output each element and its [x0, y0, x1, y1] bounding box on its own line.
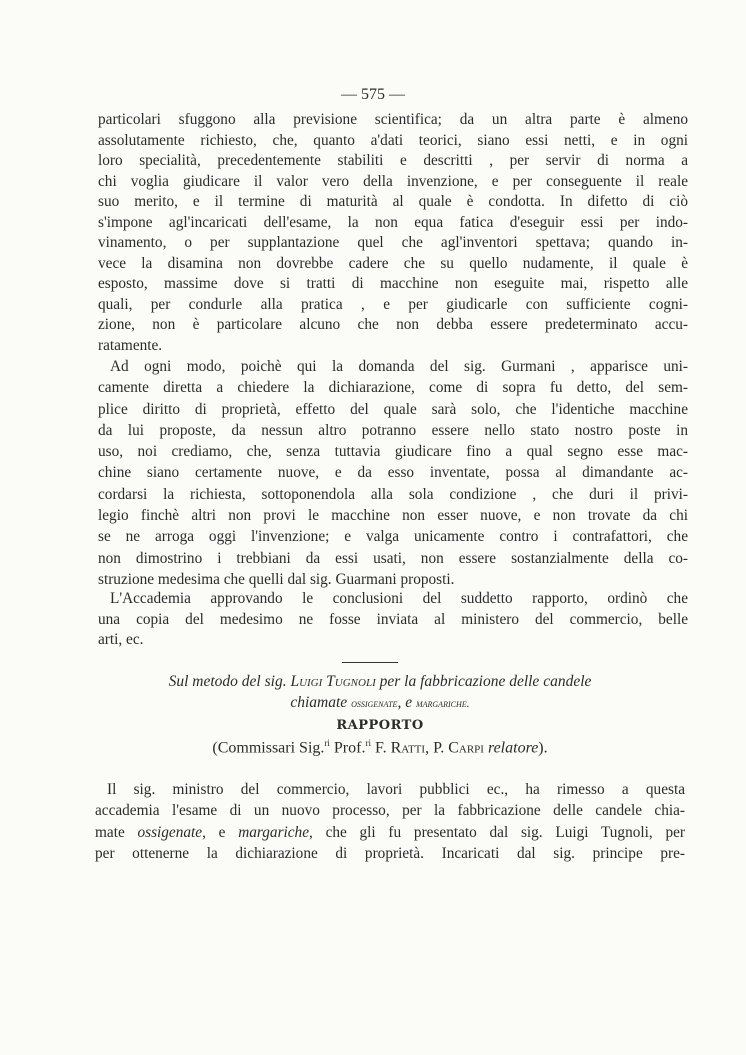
text-line: esposto, massime dove si tratti di macchine non eseguite mai, rispetto alle: [98, 275, 688, 292]
paragraph-1: [98, 110, 688, 356]
text-line: loro specialità, precedentemente stabiliti e descritti , per servir di norma a: [98, 152, 688, 169]
prof-label: Prof.: [333, 739, 366, 757]
text-line: accademia l'esame di un nuovo processo, per la fabbricazione delle candele chia-: [95, 802, 685, 820]
text-line: legio finchè altri non provi le macchine non esser nuove, e non trovate da chi: [98, 507, 688, 525]
text-line: se ne arroga oggi l'invenzione; e valga unicamente contro i contrafattori, che: [98, 528, 688, 546]
commissioners-open: (Commissari Sig.: [212, 739, 325, 757]
text-line: suo merito, e il termine di maturità al quale è condotta. In difetto di ciò: [98, 193, 688, 210]
heading-line2-prefix: chiamate: [290, 694, 348, 711]
text-line: per ottenerne la dichiarazione di proprietà. Incaricati dal sig. principe pre-: [95, 844, 685, 862]
heading-author: Luigi Tugnoli: [290, 673, 376, 690]
text-line: ratamente.: [98, 336, 163, 354]
heading-sep: , e: [397, 694, 413, 711]
page-number: — 575 —: [341, 86, 405, 103]
text-line: uso, noi crediamo, che, senza tuttavia giudicare fino a qual segno esse mac-: [98, 443, 688, 461]
section-heading: [60, 673, 700, 691]
text-line: assolutamente richiesto, che, quanto a'dati teorici, siano essi netti, e in ogni: [98, 131, 688, 149]
text-span-italic: ossigenate: [137, 823, 203, 841]
heading-term1: ossigenate: [351, 696, 398, 710]
text-line: arti, ec.: [98, 631, 144, 648]
text-line: da lui proposte, da nessun altro potranno essere nello stato nostro poste in: [98, 421, 688, 439]
section-divider: [342, 662, 398, 663]
commissioners-close: ).: [538, 739, 548, 757]
section-heading-line2: [60, 694, 700, 712]
paragraph-4: [95, 779, 685, 864]
text-line: s'impone agl'incaricati dell'esame, la non equa fatica d'eseguir essi per indo-: [98, 213, 688, 231]
text-line: [95, 822, 685, 843]
text-line: struzione medesima che quelli dal sig. Guarmani proposti.: [98, 570, 455, 588]
heading-term2: margariche.: [415, 696, 470, 710]
commissioner-carpi: P. Carpi: [433, 739, 484, 757]
text-line: cordarsi la richiesta, sottoponendola alla sola condizione , che duri il privi-: [98, 485, 688, 503]
paragraph-3: [98, 589, 688, 651]
text-line: zione, non è particolare alcuno che non debba essere predeterminato accu-: [98, 316, 688, 333]
text-span: , e: [202, 823, 226, 841]
commissioner-ratti: F. Ratti,: [374, 739, 430, 757]
text-line: vinamento, o per supplantazione quel che agl'inventori spettava; quando in-: [98, 234, 688, 251]
text-line: Ad ogni modo, poichè qui la domanda del sig. Gurmani , apparisce uni-: [110, 358, 688, 375]
text-line: plice diritto di proprietà, effetto del quale sarà solo, che l'identiche macchine: [98, 400, 688, 418]
sup-ri-2: ri: [365, 738, 371, 748]
text-line: Il sig. ministro del commercio, lavori pubblici ec., ha rimesso a questa: [107, 781, 685, 798]
text-span: , che gli fu presentato dal sig. Luigi Tugnoli, per: [309, 823, 685, 841]
text-line: L'Accademia approvando le conclusioni del suddetto rapporto, ordinò che: [110, 590, 688, 607]
commissioner-role: relatore: [487, 739, 539, 757]
heading-prefix: Sul metodo del sig.: [168, 673, 287, 690]
report-commissioners: [60, 738, 700, 757]
paragraph-2: [98, 356, 688, 590]
text-line: vece la disamina non dovrebbe cadere che su quello nudamente, il quale è: [98, 254, 688, 272]
text-line: chi voglia giudicare il valor vero della invenzione, e per conseguente il reale: [98, 172, 688, 190]
text-line: particolari sfuggono alla previsione scientifica; da un altra parte è almeno: [98, 111, 688, 128]
text-line: quali, per condurle alla pratica , e per giudicarle con sufficiente cogni-: [98, 295, 688, 313]
report-title: RAPPORTO: [336, 718, 424, 733]
text-span: mate: [95, 823, 125, 841]
text-line: non dimostrino i trebbiani da essi usati, non essere sostanzialmente della co-: [98, 549, 688, 567]
text-span-italic: margariche: [238, 823, 309, 841]
heading-middle: per la fabbricazione delle candele: [379, 673, 592, 690]
sup-ri-1: ri: [324, 738, 330, 748]
text-line: chine siano certamente nuove, e da esso inventate, possa al dimandante ac-: [98, 464, 688, 482]
text-line: una copia del medesimo ne fosse inviata al ministero del commercio, belle: [98, 610, 688, 628]
text-line: camente diretta a chiedere la dichiarazione, come di sopra fu detto, del sem-: [98, 379, 688, 397]
